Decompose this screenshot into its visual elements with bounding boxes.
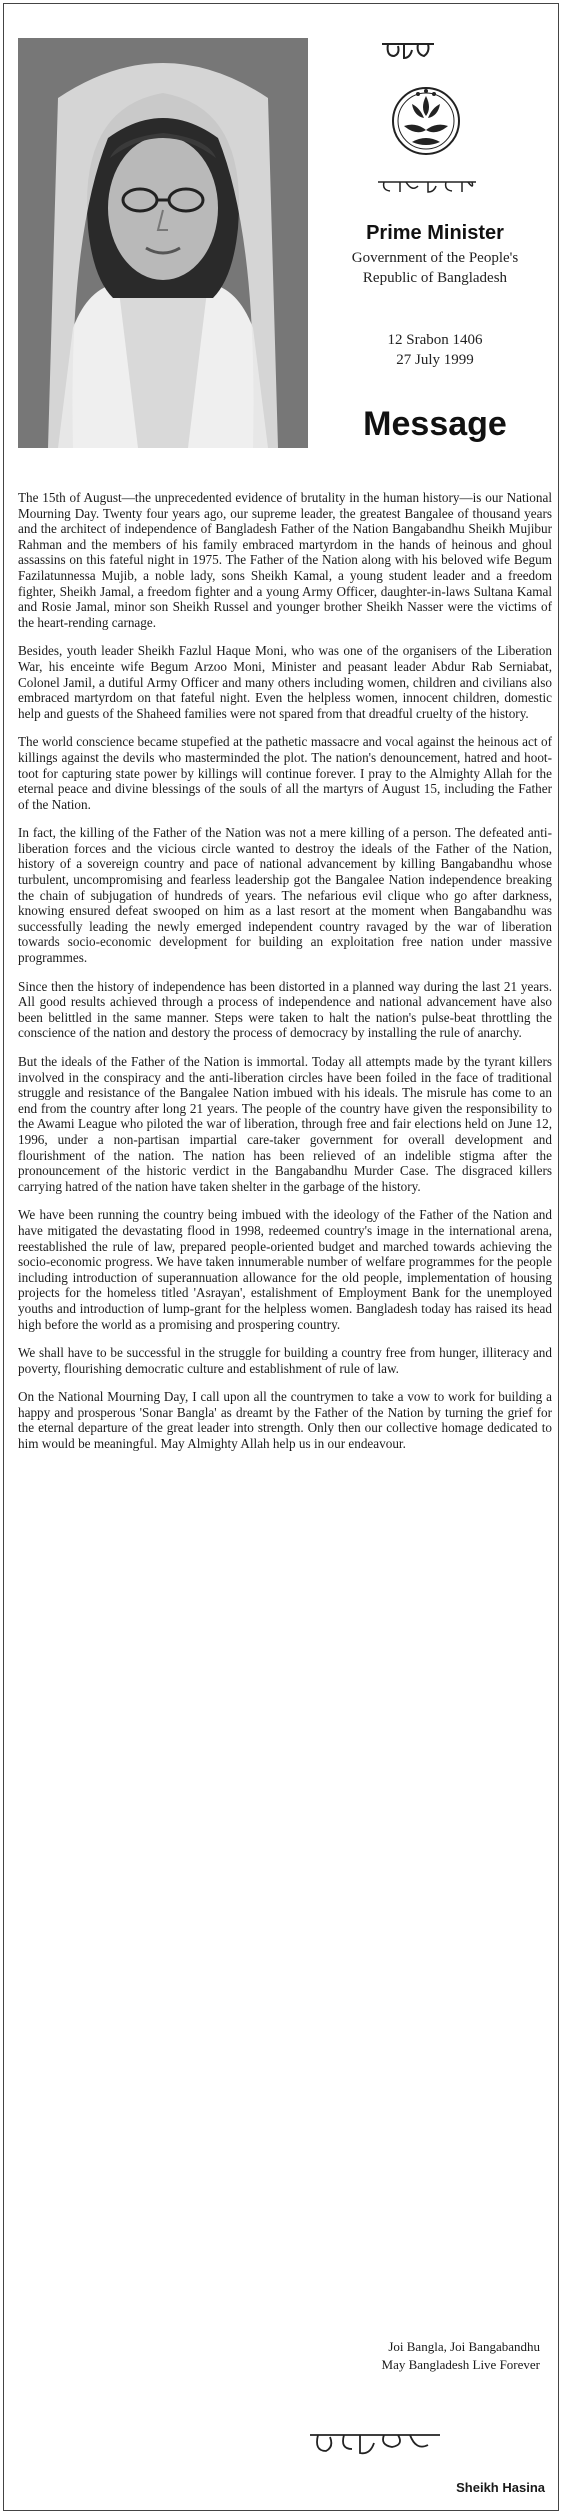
date-bengali-calendar: 12 Srabon 1406 [387,332,483,348]
paragraph: Since then the history of independence has been distorted in a planned way during the last 21 years. All good results achieved through a process of independence and national advancement have also been belittled in the same manner. Steps were taken to halt the nation's pulse-beat throttling the conscience of the nation and destory the process of democracy by installing the rule of anarchy. [18,978,552,1041]
paragraph: We shall have to be successful in the struggle for building a country free from hunger, illiteracy and poverty, flourishing democratic culture and establishment of rule of law. [18,1345,552,1376]
signature-mark [300,2415,450,2465]
paragraph: Besides, youth leader Sheikh Fazlul Haque Moni, who was one of the organisers of the Liberation War, his enceinte wife Begum Arzoo Moni, Minister and peasant leader Abdur Rab Serniabat, Colonel Jamil, a dutiful Army Officer and many others including women, children and civilians also embraced martyrdom on that fateful night. Even the helpless women, innocent children, domestic help and guests of the Shaheed families were not spared from that dreadful cruelty of the history. [18,643,552,721]
message-body [18,490,552,1465]
signer-name: Sheikh Hasina [456,2480,545,2495]
message-title: Message [363,405,507,443]
paragraph: On the National Mourning Day, I call upon all the countrymen to take a vow to work for building a happy and prosperous 'Sonar Bangla' as dreamt by the Father of the Nation by turning the grief for the eternal departure of the great leader into strength. Only then our collective homage dedicated to him would be meaningful. May Almighty Allah help us in our endeavour. [18,1389,552,1452]
closing-line-2: May Bangladesh Live Forever [381,2357,540,2372]
closing-line-1: Joi Bangla, Joi Bangabandhu [388,2339,540,2354]
message-date [320,330,550,370]
closing-slogans [250,2338,540,2374]
paragraph: The 15th of August—the unprecedented evidence of brutality in the human history—is our National Mourning Day. Twenty four years ago, our supreme leader, the greatest Bangalee of thousand years and the architect of independence of Bangladesh Father of the Nation Bangabandhu Sheikh Mujibur Rahman and the members of his family embraced martyrdom in the hands of heinous and ghoul assassins on this fateful night in 1975. The Father of the Nation along with his beloved wife Begum Fazilatunnessa Mujib, a noble lady, sons Sheikh Kamal, a young student leader and a freedom fighter, Sheikh Jamal, a freedom fighter and a young Army Officer, daughter-in-laws Sultana Kamal and Rosie Jamal, minor son Sheikh Russel and younger brother Sheikh Nasser were the victims of the heart-rending carnage. [18,490,552,630]
bengali-heading-mark [378,38,438,62]
paragraph: We have been running the country being imbued with the ideology of the Father of the Nation and have mitigated the devastating flood in 1998, redeemed country's image in the international arena, reestablished the rule of law, prepared people-oriented budget and marched towards achieving the socio-economic progress. We have taken innumerable number of welfare programmes for the people including introduction of superannuation allowance for the old people, implementation of housing projects for the homeless titled 'Asrayan', estalishment of Employment Bank for the unemployed youths and introduction of lump-grant for the helpless women. Bangladesh today has raised its head high before the world as a promising and prospering country. [18,1207,552,1332]
government-emblem-icon [390,82,462,160]
office-title: Prime Minister [366,222,504,244]
government-name [320,248,550,288]
paragraph: But the ideals of the Father of the Nation is immortal. Today all attempts made by the tyrant killers involved in the conspiracy and the anti-liberation circles have been foiled in the face of traditional struggle and resistance of the Bangalee Nation imbued with his ideals. The misrule has come to an end from the country after long 21 years. The people of the country have given the responsibility to the Awami League who piloted the war of liberation, through free and fair elections held on June 12, 1996, under a non-partisan impartial care-taker government for overall development and flourishment of the nation. The nation has been relieved of an indelible stigma after the pronouncement of the historic verdict in the Bangabandhu Murder Case. The disgraced killers carrying hatred of the nation have taken shelter in the garbage of the history. [18,1054,552,1194]
paragraph: In fact, the killing of the Father of the Nation was not a mere killing of a person. The defeated anti-liberation forces and the vicious circle wanted to destroy the ideals of the Father of the Nation, history of a sovereign country and pace of national advancement by killing Bangabandhu whose turbulent, uncompromising and fearless leadership got the Bangalee Nation independence breaking the chain of subjugation of hundreds of years. The nefarious evil clique who go after darkness, knowing ensured defeat swooped on him as a last resort at the moment when Bangabandhu was successfully leading the newly emerged independent country ravaged by the war of liberation towards socio-economic development for building an exploitation free nation under massive programmes. [18,825,552,966]
paragraph: The world conscience became stupefied at the pathetic massacre and vocal against the heinous act of killings against the devils who masterminded the plot. The nation's denouncement, hatred and hoot-toot for capturing state power by killings will continue forever. I pray to the Almighty Allah for the eternal peace and divine blessings of the souls of all the martyrs of August 15, including the Father of the Nation. [18,734,552,812]
emblem-bengali-caption [372,178,482,194]
government-line-1: Government of the People's [351,250,519,266]
government-line-2: Republic of Bangladesh [362,270,508,286]
date-gregorian: 27 July 1999 [396,352,474,368]
portrait-photo [18,38,308,448]
